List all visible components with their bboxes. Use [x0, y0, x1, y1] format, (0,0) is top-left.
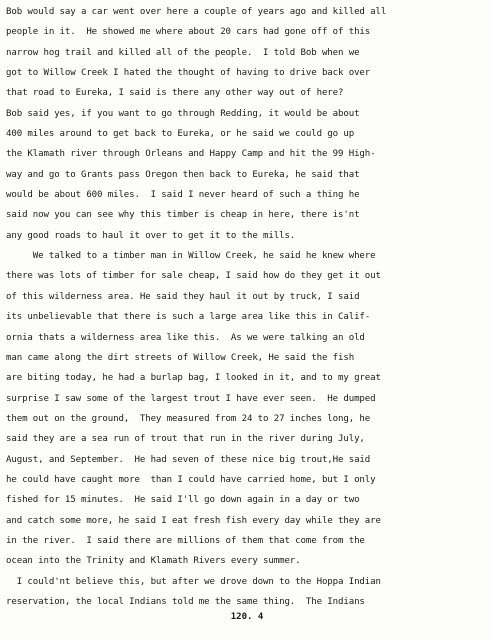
text-line: August, and September. He had seven of these nice big trout,He said [6, 454, 371, 465]
text-line: surprise I saw some of the largest trout I have ever seen. He dumped [6, 393, 376, 404]
text-line: its unbelievable that there is such a large area like this in Calif- [6, 312, 371, 323]
text-line: them out on the ground, They measured from 24 to 27 inches long, he [6, 413, 371, 424]
document-body [6, 2, 492, 612]
text-line: any good roads to haul it over to get it to the mills. [6, 230, 296, 241]
text-line: narrow hog trail and killed all of the people. I told Bob when we [6, 47, 360, 58]
page-number: 120. 4 [230, 612, 264, 622]
text-line: way and go to Grants pass Oregon then back to Eureka, he said that [6, 169, 360, 180]
text-line: Bob said yes, if you want to go through Redding, it would be about [6, 108, 360, 119]
text-line: there was lots of timber for sale cheap, I said how do they get it out [6, 271, 381, 282]
text-line: are biting today, he had a burlap bag, I looked in it, and to my great [6, 373, 381, 384]
text-line: We talked to a timber man in Willow Creek, he said he knew where [6, 251, 376, 262]
text-line: in the river. I said there are millions of them that come from the [6, 535, 365, 546]
text-line: man came along the dirt streets of Willow Creek, He said the fish [6, 352, 355, 363]
text-line: got to Willow Creek I hated the thought of having to drive back over [6, 68, 371, 79]
text-line: people in it. He showed me where about 20 cars had gone off of this [6, 27, 371, 38]
text-line: would be about 600 miles. I said I never heard of such a thing he [6, 190, 360, 201]
text-line: that road to Eureka, I said is there any other way out of here? [6, 88, 344, 99]
text-line: the Klamath river through Orleans and Happy Camp and hit the 99 High- [6, 149, 376, 160]
text-line: of this wilderness area. He said they haul it out by truck, I said [6, 291, 360, 302]
text-line: said now you can see why this timber is cheap in here, there is'nt [6, 210, 360, 221]
text-line: I could'nt believe this, but after we drove down to the Hoppa Indian [6, 576, 381, 587]
text-line: and catch some more, he said I eat fresh fish every day while they are [6, 515, 381, 526]
text-line: fished for 15 minutes. He said I'll go down again in a day or two [6, 495, 360, 506]
text-line: he could have caught more than I could have carried home, but I only [6, 474, 376, 485]
text-line: 400 miles around to get back to Eureka, or he said we could go up [6, 129, 355, 140]
text-line: reservation, the local Indians told me the same thing. The Indians [6, 596, 365, 607]
text-line: said they are a sea run of trout that run in the river during July, [6, 434, 365, 445]
text-line: Bob would say a car went over here a couple of years ago and killed all [6, 7, 387, 17]
text-line: ornia thats a wilderness area like this. As we were talking an old [6, 332, 365, 343]
text-line: ocean into the Trinity and Klamath Rivers every summer. [6, 556, 301, 567]
